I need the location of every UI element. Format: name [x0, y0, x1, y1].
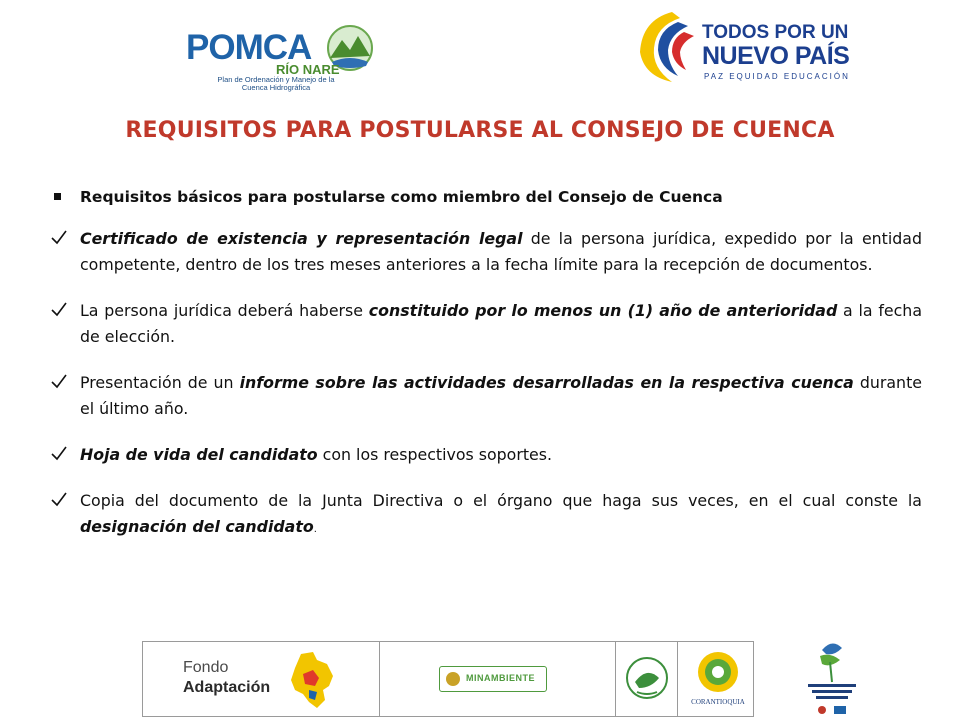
requirements-content: [48, 188, 922, 563]
square-bullet-icon: [54, 193, 61, 200]
seal-icon: [446, 672, 460, 686]
requirement-item: [48, 298, 922, 350]
page-title: REQUISITOS PARA POSTULARSE AL CONSEJO DE CUENCA: [125, 118, 835, 143]
corantioquia-logo: [683, 648, 753, 710]
requirement-text: .: [313, 524, 317, 535]
requirement-item: [48, 370, 922, 422]
requirement-emphasis: constituido por lo menos un (1) año de anterioridad: [368, 301, 838, 320]
corantioquia-label: CORANTIOQUIA: [691, 698, 745, 706]
requirement-text: de la persona jurídica, expedido por la entidad competente, dentro de los tres meses anteriores a la fecha límite para la recepción de documentos.: [80, 229, 922, 274]
requirement-item: [48, 442, 922, 468]
corantioquia-emblem-icon: [695, 648, 741, 696]
gov-logo-line2: NUEVO PAÍS: [702, 42, 850, 70]
minambiente-label: MINAMBIENTE: [466, 673, 535, 683]
divider: [615, 642, 616, 716]
requirement-emphasis: informe sobre las actividades desarrolladas en la respectiva cuenca: [239, 373, 854, 392]
fondo-line2: Adaptación: [183, 679, 271, 696]
minambiente-logo: [439, 666, 547, 692]
sponsor-logos-strip: [142, 641, 754, 717]
pomca-logo: [186, 22, 376, 94]
consorcio-logo-icon: [800, 638, 864, 718]
gov-logo-line1: TODOS POR UN: [702, 22, 849, 43]
checkmark-icon: [50, 228, 68, 246]
checkmark-icon: [50, 300, 68, 318]
colombia-map-icon: [283, 650, 339, 712]
requirement-text: La persona jurídica deberá haberse: [80, 301, 369, 320]
pomca-logo-name: POMCA: [186, 28, 312, 67]
checkmark-icon: [50, 490, 68, 508]
requirement-item: [48, 488, 922, 543]
fondo-line1: Fondo: [183, 659, 229, 676]
requirement-text: durante el último año.: [80, 373, 922, 418]
gov-logo-line3: PAZ EQUIDAD EDUCACIÓN: [704, 72, 850, 81]
colombia-swoosh-icon: [632, 6, 700, 86]
requirement-text: a la fecha de elección.: [80, 301, 922, 346]
fondo-adaptacion-logo: [183, 658, 270, 698]
requirement-item: [48, 226, 922, 278]
divider: [677, 642, 678, 716]
requirement-text: Copia del documento de la Junta Directiva o el órgano que haga sus veces, en el cual conste la: [80, 491, 922, 510]
pomca-logo-subtitle: RÍO NARE: [276, 62, 340, 77]
cornare-logo-icon: [623, 648, 671, 710]
requirement-emphasis: Hoja de vida del candidato: [80, 445, 318, 464]
section-heading-text: Requisitos básicos para postularse como miembro del Consejo de Cuenca: [80, 188, 723, 206]
requirement-text: con los respectivos soportes.: [317, 445, 552, 464]
requirement-text: Presentación de un: [80, 373, 240, 392]
requirement-emphasis: designación del candidato: [80, 517, 314, 536]
divider: [379, 642, 380, 716]
checkmark-icon: [50, 444, 68, 462]
checkmark-icon: [50, 372, 68, 390]
section-heading: [48, 188, 922, 206]
gov-logo: [632, 6, 850, 86]
pomca-logo-description: Plan de Ordenación y Manejo de la Cuenca Hidrográfica: [217, 75, 335, 92]
requirement-emphasis: Certificado de existencia y representación legal: [80, 229, 523, 248]
